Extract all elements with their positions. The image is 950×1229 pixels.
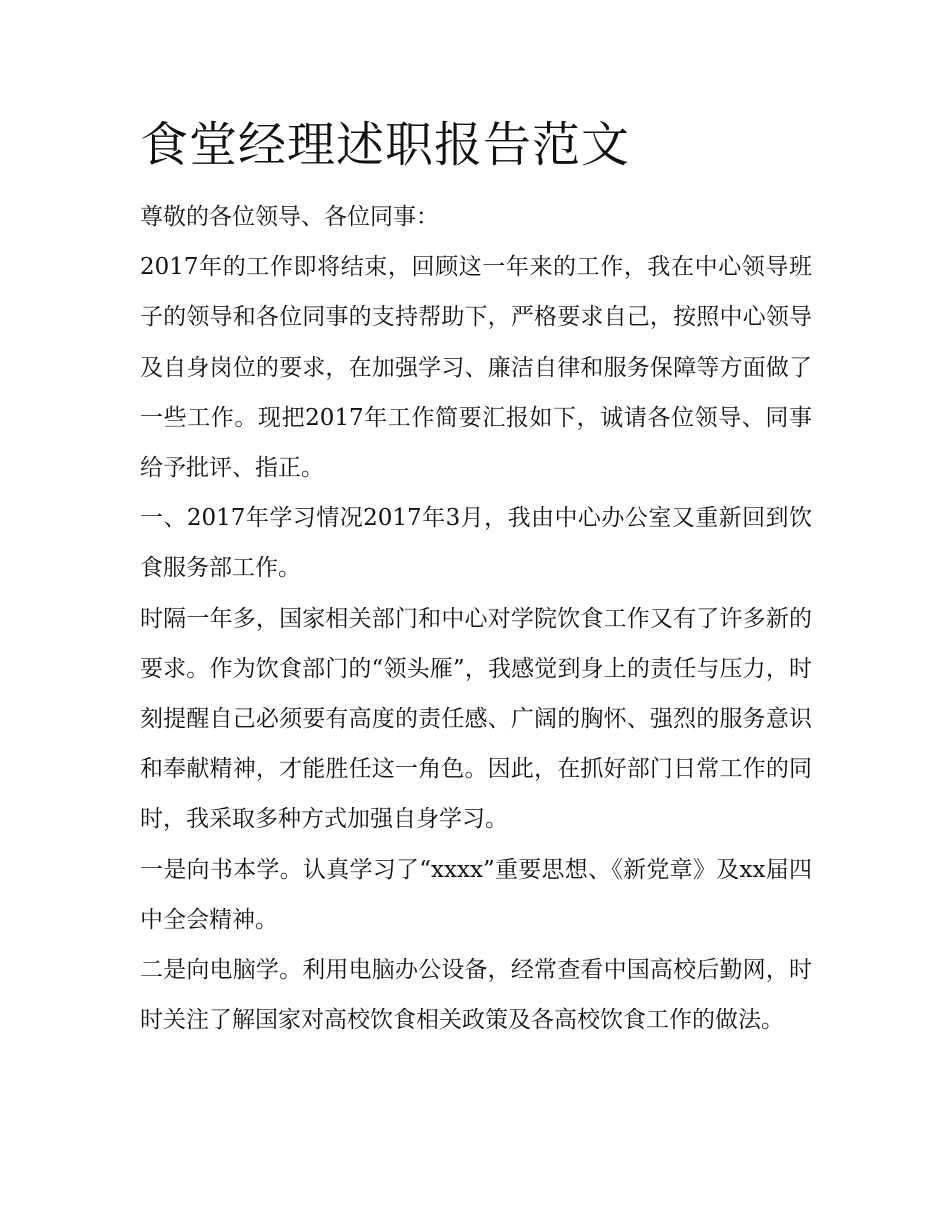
paragraph-learn-from-computer: 二是向电脑学。利用电脑办公设备，经常查看中国高校后勤网，时时关注了解国家对高校饮食相关政策及各高校饮食工作的做法。	[140, 957, 812, 1034]
paragraph-learn-from-books: 一是向书本学。认真学习了“xxxx”重要思想、《新党章》及xx届四中全会精神。	[140, 856, 812, 933]
paragraph-requirements: 时隔一年多，国家相关部门和中心对学院饮食工作又有了许多新的要求。作为饮食部门的“领头雁”，我感觉到身上的责任与压力，时刻提醒自己必须要有高度的责任感、广阔的胸怀、强烈的服务意识和奉献精神，才能胜任这一角色。因此，在抓好部门日常工作的同时，我采取多种方式加强自身学习。	[140, 605, 812, 833]
paragraph-salutation: 尊敬的各位领导、各位同事：	[140, 204, 439, 230]
paragraph-section-one: 一、2017年学习情况2017年3月，我由中心办公室又重新回到饮食服务部工作。	[140, 505, 812, 582]
document-body	[140, 192, 812, 1045]
paragraph-intro: 2017年的工作即将结束，回顾这一年来的工作，我在中心领导班子的领导和各位同事的支持帮助下，严格要求自己，按照中心领导及自身岗位的要求，在加强学习、廉洁自律和服务保障等方面做了一些工作。现把2017年工作简要汇报如下，诚请各位领导、同事给予批评、指正。	[140, 254, 812, 482]
document-content	[140, 112, 812, 1045]
document-title: 食堂经理述职报告范文	[140, 117, 631, 173]
